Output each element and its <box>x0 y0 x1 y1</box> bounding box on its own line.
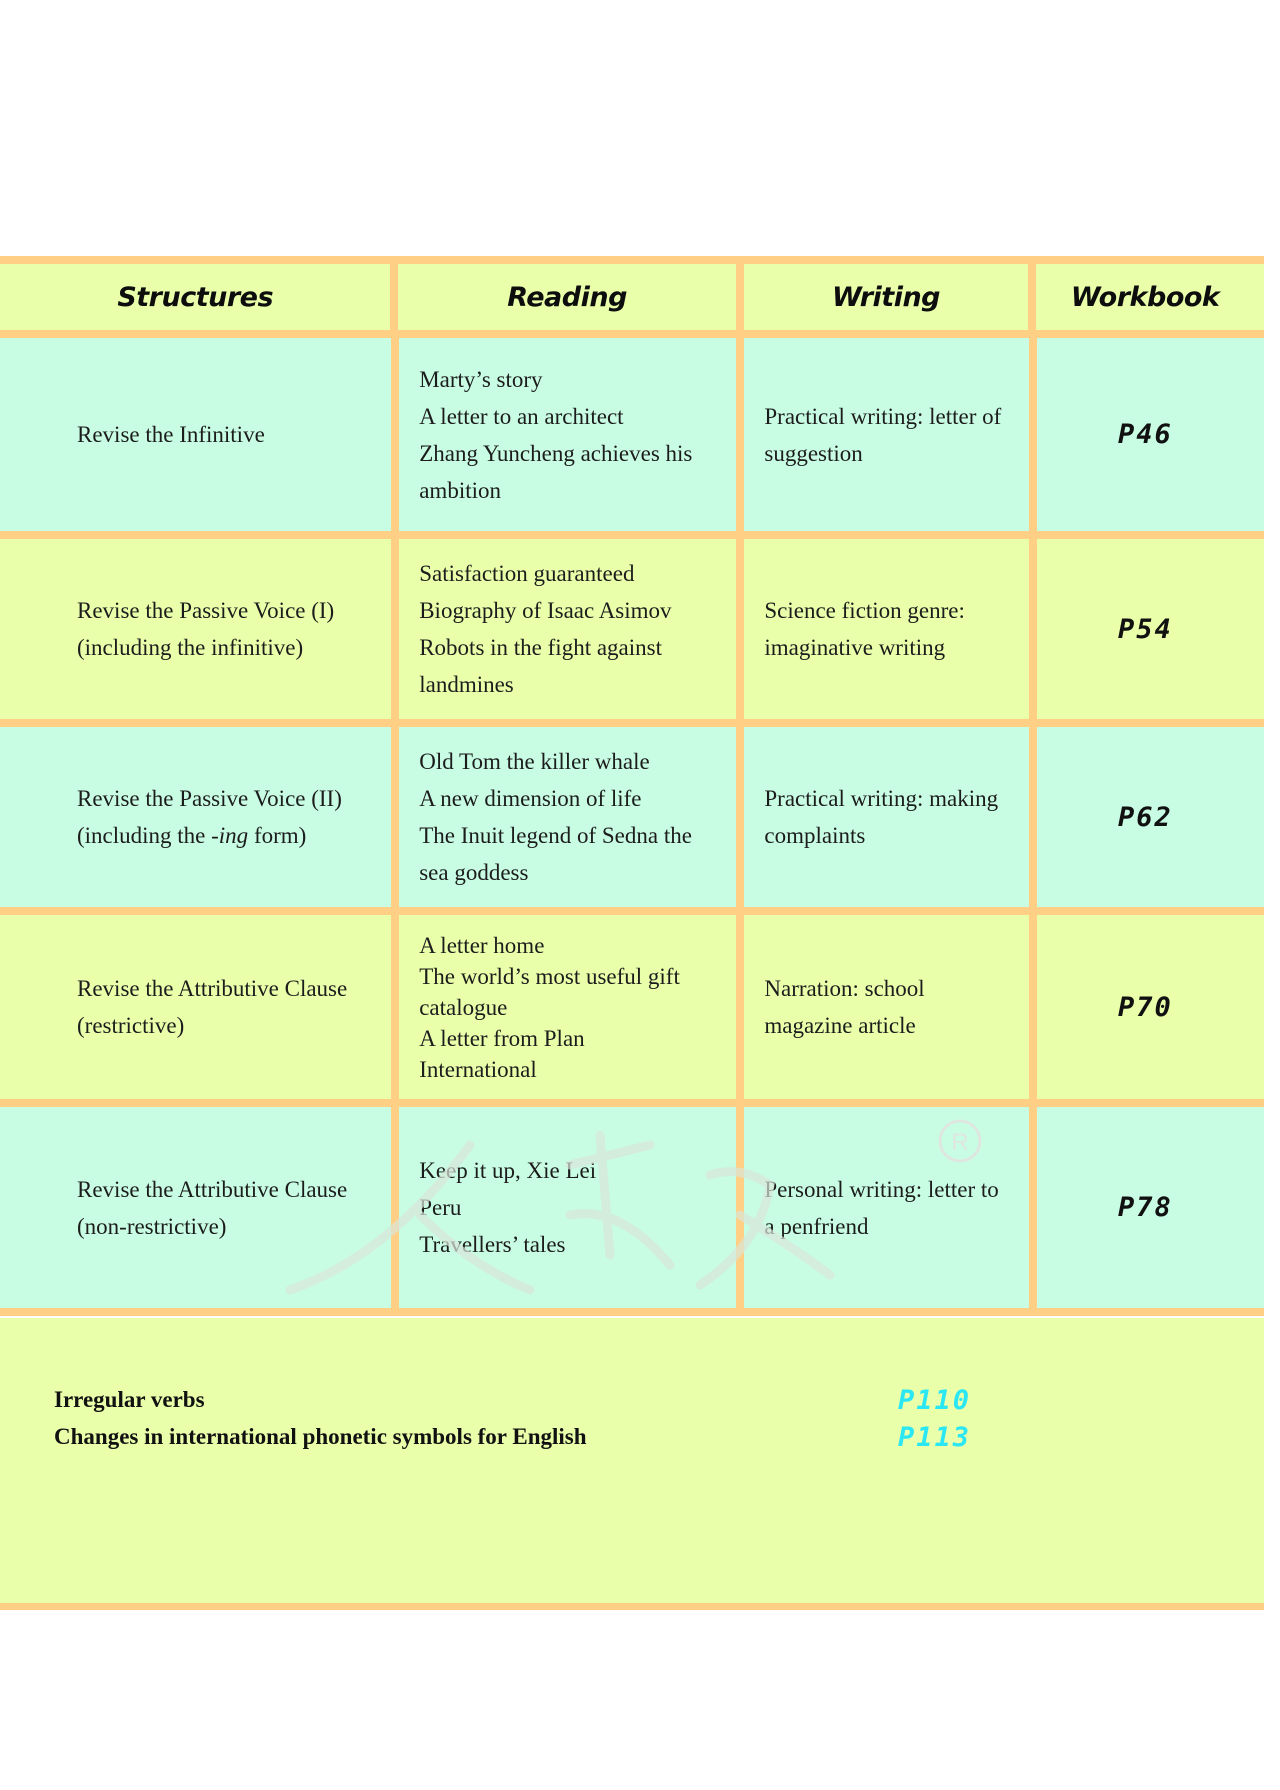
structures-cell <box>0 539 391 719</box>
header-row <box>0 264 1264 330</box>
reading-line: Satisfaction guaranteed <box>419 561 635 586</box>
appendix-label: Irregular verbs <box>54 1387 205 1412</box>
column-divider <box>391 338 399 531</box>
row-divider <box>0 1099 1264 1107</box>
column-divider <box>736 1107 744 1308</box>
reading-line: A new dimension of life <box>419 786 642 811</box>
writing-line: Personal writing: letter to <box>764 1176 999 1202</box>
table-row <box>0 338 1264 531</box>
structures-cell <box>0 1107 391 1308</box>
workbook-page: P70 <box>1117 991 1173 1023</box>
writing-line: Practical writing: letter of <box>764 403 1002 429</box>
reading-cell <box>399 338 736 531</box>
contents-table <box>0 256 1264 1316</box>
structures-line: Revise the Passive Voice (I) <box>77 598 335 623</box>
column-divider <box>1029 1107 1037 1308</box>
header-workbook-cell <box>1036 264 1264 330</box>
structures-cell <box>0 338 391 531</box>
reading-cell <box>399 727 736 907</box>
appendix-section <box>0 1318 1264 1603</box>
structures-line: Revise the Attributive Clause <box>77 976 348 1001</box>
structures-line: Revise the Infinitive <box>77 422 265 447</box>
reading-cell <box>399 539 736 719</box>
reading-cell <box>399 1107 736 1308</box>
reading-line: A letter home <box>419 932 545 958</box>
column-divider <box>391 1107 399 1308</box>
workbook-cell <box>1037 727 1264 907</box>
header-reading: Reading <box>507 281 627 313</box>
table-row <box>0 1107 1264 1308</box>
reading-line: Peru <box>419 1195 462 1220</box>
structures-line: (restrictive) <box>77 1013 185 1038</box>
reading-line: Keep it up, Xie Lei <box>419 1158 597 1183</box>
column-divider <box>736 915 744 1099</box>
appendix-page: P110 <box>898 1385 972 1416</box>
reading-line: Robots in the fight against <box>419 635 662 660</box>
writing-line: Science fiction genre: <box>764 598 965 623</box>
column-divider <box>391 915 399 1099</box>
reading-line: The world’s most useful gift <box>419 963 680 989</box>
workbook-page: P46 <box>1117 419 1173 450</box>
appendix-page: P113 <box>898 1422 972 1453</box>
writing-line: complaints <box>764 823 866 848</box>
writing-cell <box>744 727 1028 907</box>
column-divider <box>390 264 398 330</box>
table-top-border <box>0 256 1264 264</box>
structures-line: (including the infinitive) <box>77 635 304 660</box>
appendix-bottom-border <box>0 1603 1264 1610</box>
row-divider <box>0 330 1264 338</box>
structures-line: Revise the Attributive Clause <box>77 1176 348 1202</box>
writing-cell <box>744 915 1028 1099</box>
row-divider <box>0 719 1264 727</box>
structures-cell <box>0 915 391 1099</box>
reading-line: Biography of Isaac Asimov <box>419 598 672 623</box>
reading-line: landmines <box>419 672 514 697</box>
row-divider <box>0 1308 1264 1316</box>
reading-line: Old Tom the killer whale <box>419 749 650 774</box>
reading-line: A letter from Plan <box>419 1025 585 1051</box>
structures-cell <box>0 727 391 907</box>
header-structures: Structures <box>117 281 274 313</box>
column-divider <box>736 338 744 531</box>
writing-line: Practical writing: making <box>764 786 999 811</box>
column-divider <box>1029 338 1037 531</box>
writing-line: magazine article <box>764 1013 916 1038</box>
header-writing-cell <box>744 264 1028 330</box>
workbook-cell <box>1037 915 1264 1099</box>
reading-line: Travellers’ tales <box>419 1232 566 1257</box>
column-divider <box>736 264 744 330</box>
reading-line: ambition <box>419 477 501 503</box>
row-divider <box>0 907 1264 915</box>
reading-line: International <box>419 1056 537 1082</box>
header-writing: Writing <box>832 281 941 313</box>
reading-line: catalogue <box>419 994 508 1020</box>
structures-line: (including the -ing form) <box>77 823 307 848</box>
column-divider <box>736 727 744 907</box>
registered-mark: R <box>951 1129 969 1156</box>
table-row <box>0 539 1264 719</box>
workbook-cell <box>1037 338 1264 531</box>
column-divider <box>1029 915 1037 1099</box>
reading-line: A letter to an architect <box>419 403 624 429</box>
workbook-page: P54 <box>1117 613 1173 645</box>
header-reading-cell <box>398 264 735 330</box>
writing-cell <box>744 338 1028 531</box>
column-divider <box>736 539 744 719</box>
writing-line: suggestion <box>764 440 863 466</box>
writing-line: Narration: school <box>764 976 925 1001</box>
reading-line: Zhang Yuncheng achieves his <box>419 440 693 466</box>
workbook-cell <box>1037 539 1264 719</box>
column-divider <box>391 539 399 719</box>
workbook-cell <box>1037 1107 1264 1308</box>
reading-cell <box>399 915 736 1099</box>
row-divider <box>0 531 1264 539</box>
writing-cell <box>744 1107 1028 1308</box>
reading-line: The Inuit legend of Sedna the <box>419 823 692 848</box>
header-structures-cell <box>0 264 390 330</box>
column-divider <box>1029 727 1037 907</box>
appendix-label: Changes in international phonetic symbols for English <box>54 1424 587 1449</box>
reading-line: sea goddess <box>419 860 529 885</box>
workbook-page: P78 <box>1117 1192 1173 1223</box>
table-row <box>0 915 1264 1099</box>
workbook-page: P62 <box>1117 801 1173 833</box>
writing-cell <box>744 539 1028 719</box>
header-workbook: Workbook <box>1070 281 1220 313</box>
writing-line: a penfriend <box>764 1213 869 1239</box>
reading-line: Marty’s story <box>419 366 543 392</box>
column-divider <box>391 727 399 907</box>
table-row <box>0 727 1264 907</box>
structures-line: Revise the Passive Voice (II) <box>77 786 342 811</box>
column-divider <box>1028 264 1036 330</box>
writing-line: imaginative writing <box>764 635 946 660</box>
column-divider <box>1029 539 1037 719</box>
structures-line: (non-restrictive) <box>77 1213 227 1239</box>
